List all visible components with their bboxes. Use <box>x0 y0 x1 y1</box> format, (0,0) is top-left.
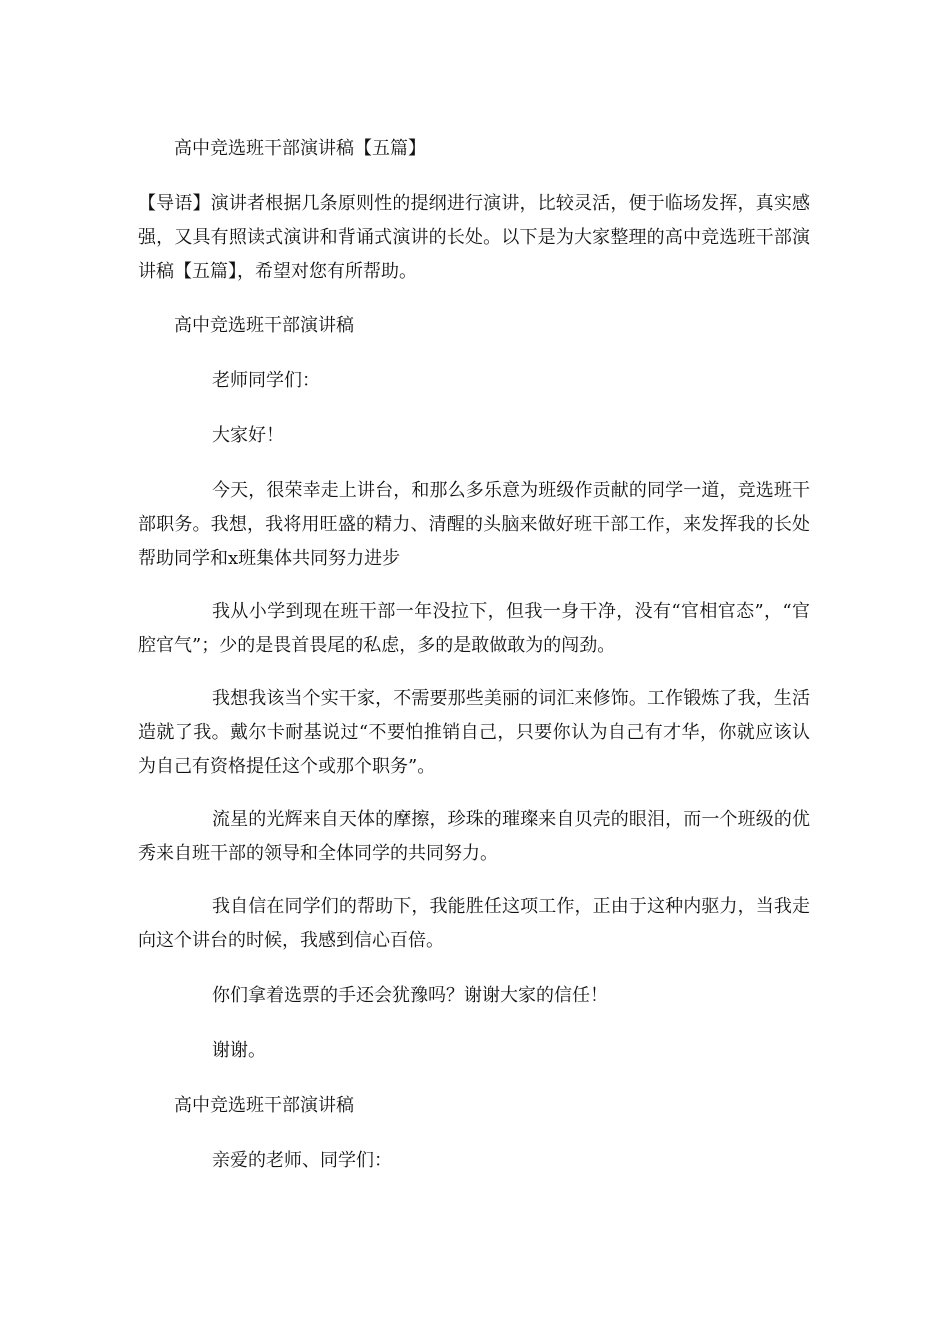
document-title: 高中竞选班干部演讲稿【五篇】 <box>174 138 426 159</box>
section-heading-2: 高中竞选班干部演讲稿 <box>174 1095 354 1116</box>
paragraph-1: 今天，很荣幸走上讲台，和那么多乐意为班级作贡献的同学一道，竞选班干部职务。我想，我将用旺盛的精力、清醒的头脑来做好班干部工作，来发挥我的长处帮助同学和x班集体共同努力进步 <box>138 480 810 569</box>
intro-paragraph: 【导语】演讲者根据几条原则性的提纲进行演讲，比较灵活，便于临场发挥，真实感强，又具有照读式演讲和背诵式演讲的长处。以下是为大家整理的高中竞选班干部演讲稿【五篇】，希望对您有所帮助。 <box>138 193 810 282</box>
paragraph-5: 我自信在同学们的帮助下，我能胜任这项工作，正由于这种内驱力，当我走向这个讲台的时候，我感到信心百倍。 <box>138 896 810 951</box>
salutation-1: 老师同学们： <box>212 370 320 391</box>
section-heading-1: 高中竞选班干部演讲稿 <box>174 315 354 336</box>
paragraph-3: 我想我该当个实干家，不需要那些美丽的词汇来修饰。工作锻炼了我，生活造就了我。戴尔卡耐基说过“不要怕推销自己，只要你认为自己有才华，你就应该认为自己有资格提任这个或那个职务”。 <box>138 688 810 777</box>
closing-thanks: 谢谢。 <box>212 1040 266 1061</box>
salutation-2: 亲爱的老师、同学们： <box>212 1150 392 1171</box>
paragraph-4: 流星的光辉来自天体的摩擦，珍珠的璀璨来自贝壳的眼泪，而一个班级的优秀来自班干部的领导和全体同学的共同努力。 <box>138 809 810 864</box>
greeting-1: 大家好！ <box>212 425 284 446</box>
paragraph-6: 你们拿着选票的手还会犹豫吗？谢谢大家的信任！ <box>212 985 608 1006</box>
paragraph-2: 我从小学到现在班干部一年没拉下，但我一身干净，没有“官相官态”，“官腔官气”；少的是畏首畏尾的私虑，多的是敢做敢为的闯劲。 <box>138 601 810 656</box>
